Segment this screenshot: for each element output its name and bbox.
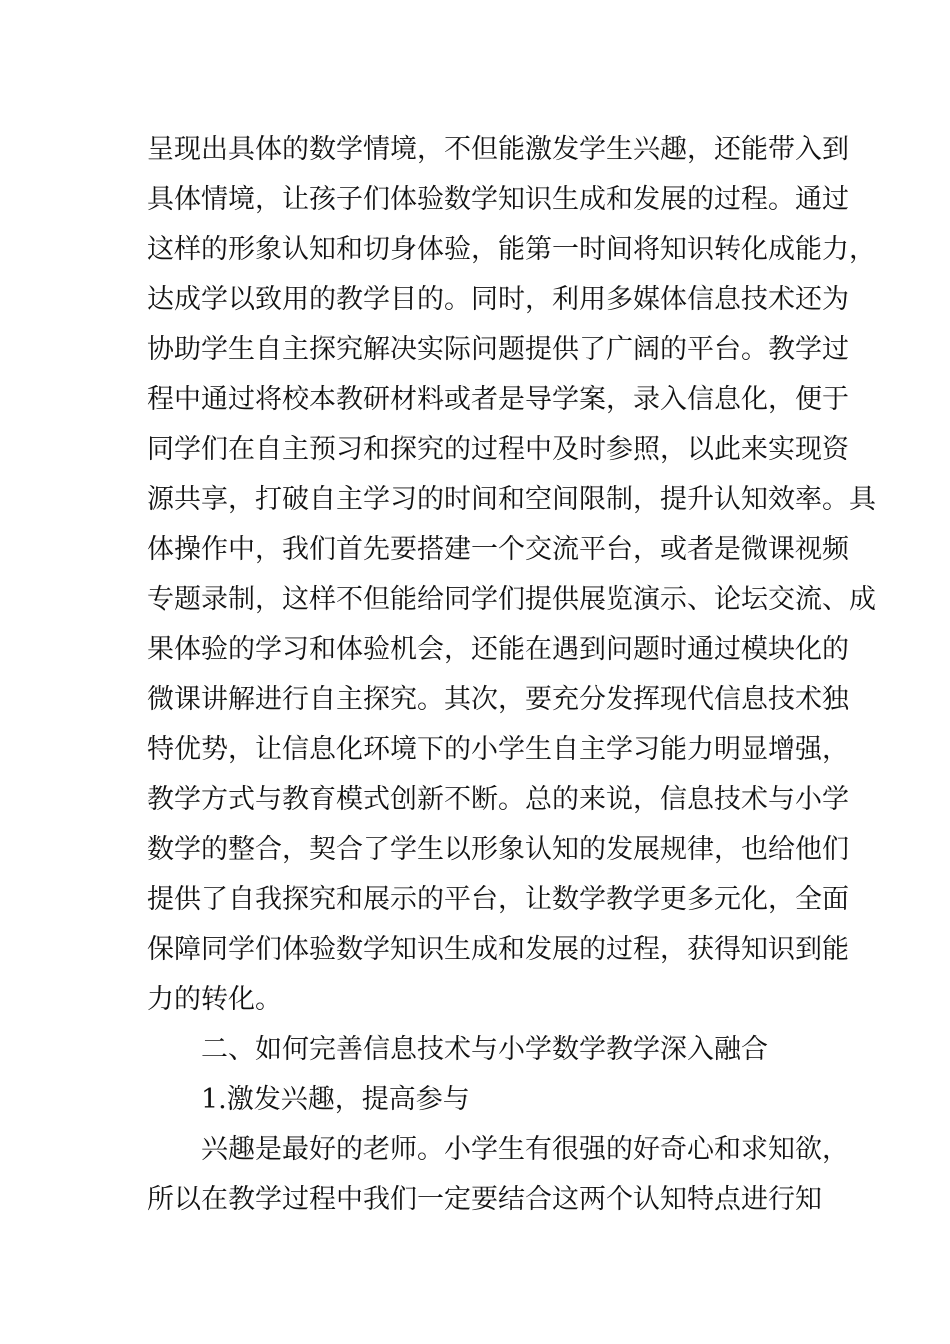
document-body	[147, 125, 876, 1225]
text-line: 具体情境，让孩子们体验数学知识生成和发展的过程。通过	[147, 184, 849, 215]
text-line: 同学们在自主预习和探究的过程中及时参照，以此来实现资	[147, 434, 849, 465]
text-line: 兴趣是最好的老师。小学生有很强的好奇心和求知欲，	[201, 1134, 849, 1165]
text-line: 保障同学们体验数学知识生成和发展的过程，获得知识到能	[147, 934, 849, 965]
section-heading: 二、如何完善信息技术与小学数学教学深入融合	[201, 1034, 768, 1065]
text-line: 微课讲解进行自主探究。其次，要充分发挥现代信息技术独	[147, 684, 849, 715]
text-line: 源共享，打破自主学习的时间和空间限制，提升认知效率。具	[147, 484, 876, 515]
text-line: 数学的整合，契合了学生以形象认知的发展规律，也给他们	[147, 834, 849, 865]
text-line: 果体验的学习和体验机会，还能在遇到问题时通过模块化的	[147, 634, 849, 665]
text-line: 程中通过将校本教研材料或者是导学案，录入信息化，便于	[147, 384, 849, 415]
paragraph-continued	[147, 125, 876, 1025]
text-line: 提供了自我探究和展示的平台，让数学教学更多元化，全面	[147, 884, 849, 915]
text-line: 协助学生自主探究解决实际问题提供了广阔的平台。教学过	[147, 334, 849, 365]
text-line: 教学方式与教育模式创新不断。总的来说，信息技术与小学	[147, 784, 849, 815]
text-line: 这样的形象认知和切身体验，能第一时间将知识转化成能力，	[147, 234, 876, 265]
text-line: 专题录制，这样不但能给同学们提供展览演示、论坛交流、成	[147, 584, 876, 615]
text-line: 体操作中，我们首先要搭建一个交流平台，或者是微课视频	[147, 534, 849, 565]
text-line: 特优势，让信息化环境下的小学生自主学习能力明显增强，	[147, 734, 849, 765]
text-line: 呈现出具体的数学情境，不但能激发学生兴趣，还能带入到	[147, 134, 849, 165]
text-line: 所以在教学过程中我们一定要结合这两个认知特点进行知	[147, 1184, 822, 1215]
paragraph-interest	[147, 1125, 849, 1225]
text-line: 力的转化。	[147, 984, 282, 1015]
text-line: 达成学以致用的教学目的。同时，利用多媒体信息技术还为	[147, 284, 849, 315]
subsection-heading: 1.激发兴趣，提高参与	[201, 1084, 470, 1115]
